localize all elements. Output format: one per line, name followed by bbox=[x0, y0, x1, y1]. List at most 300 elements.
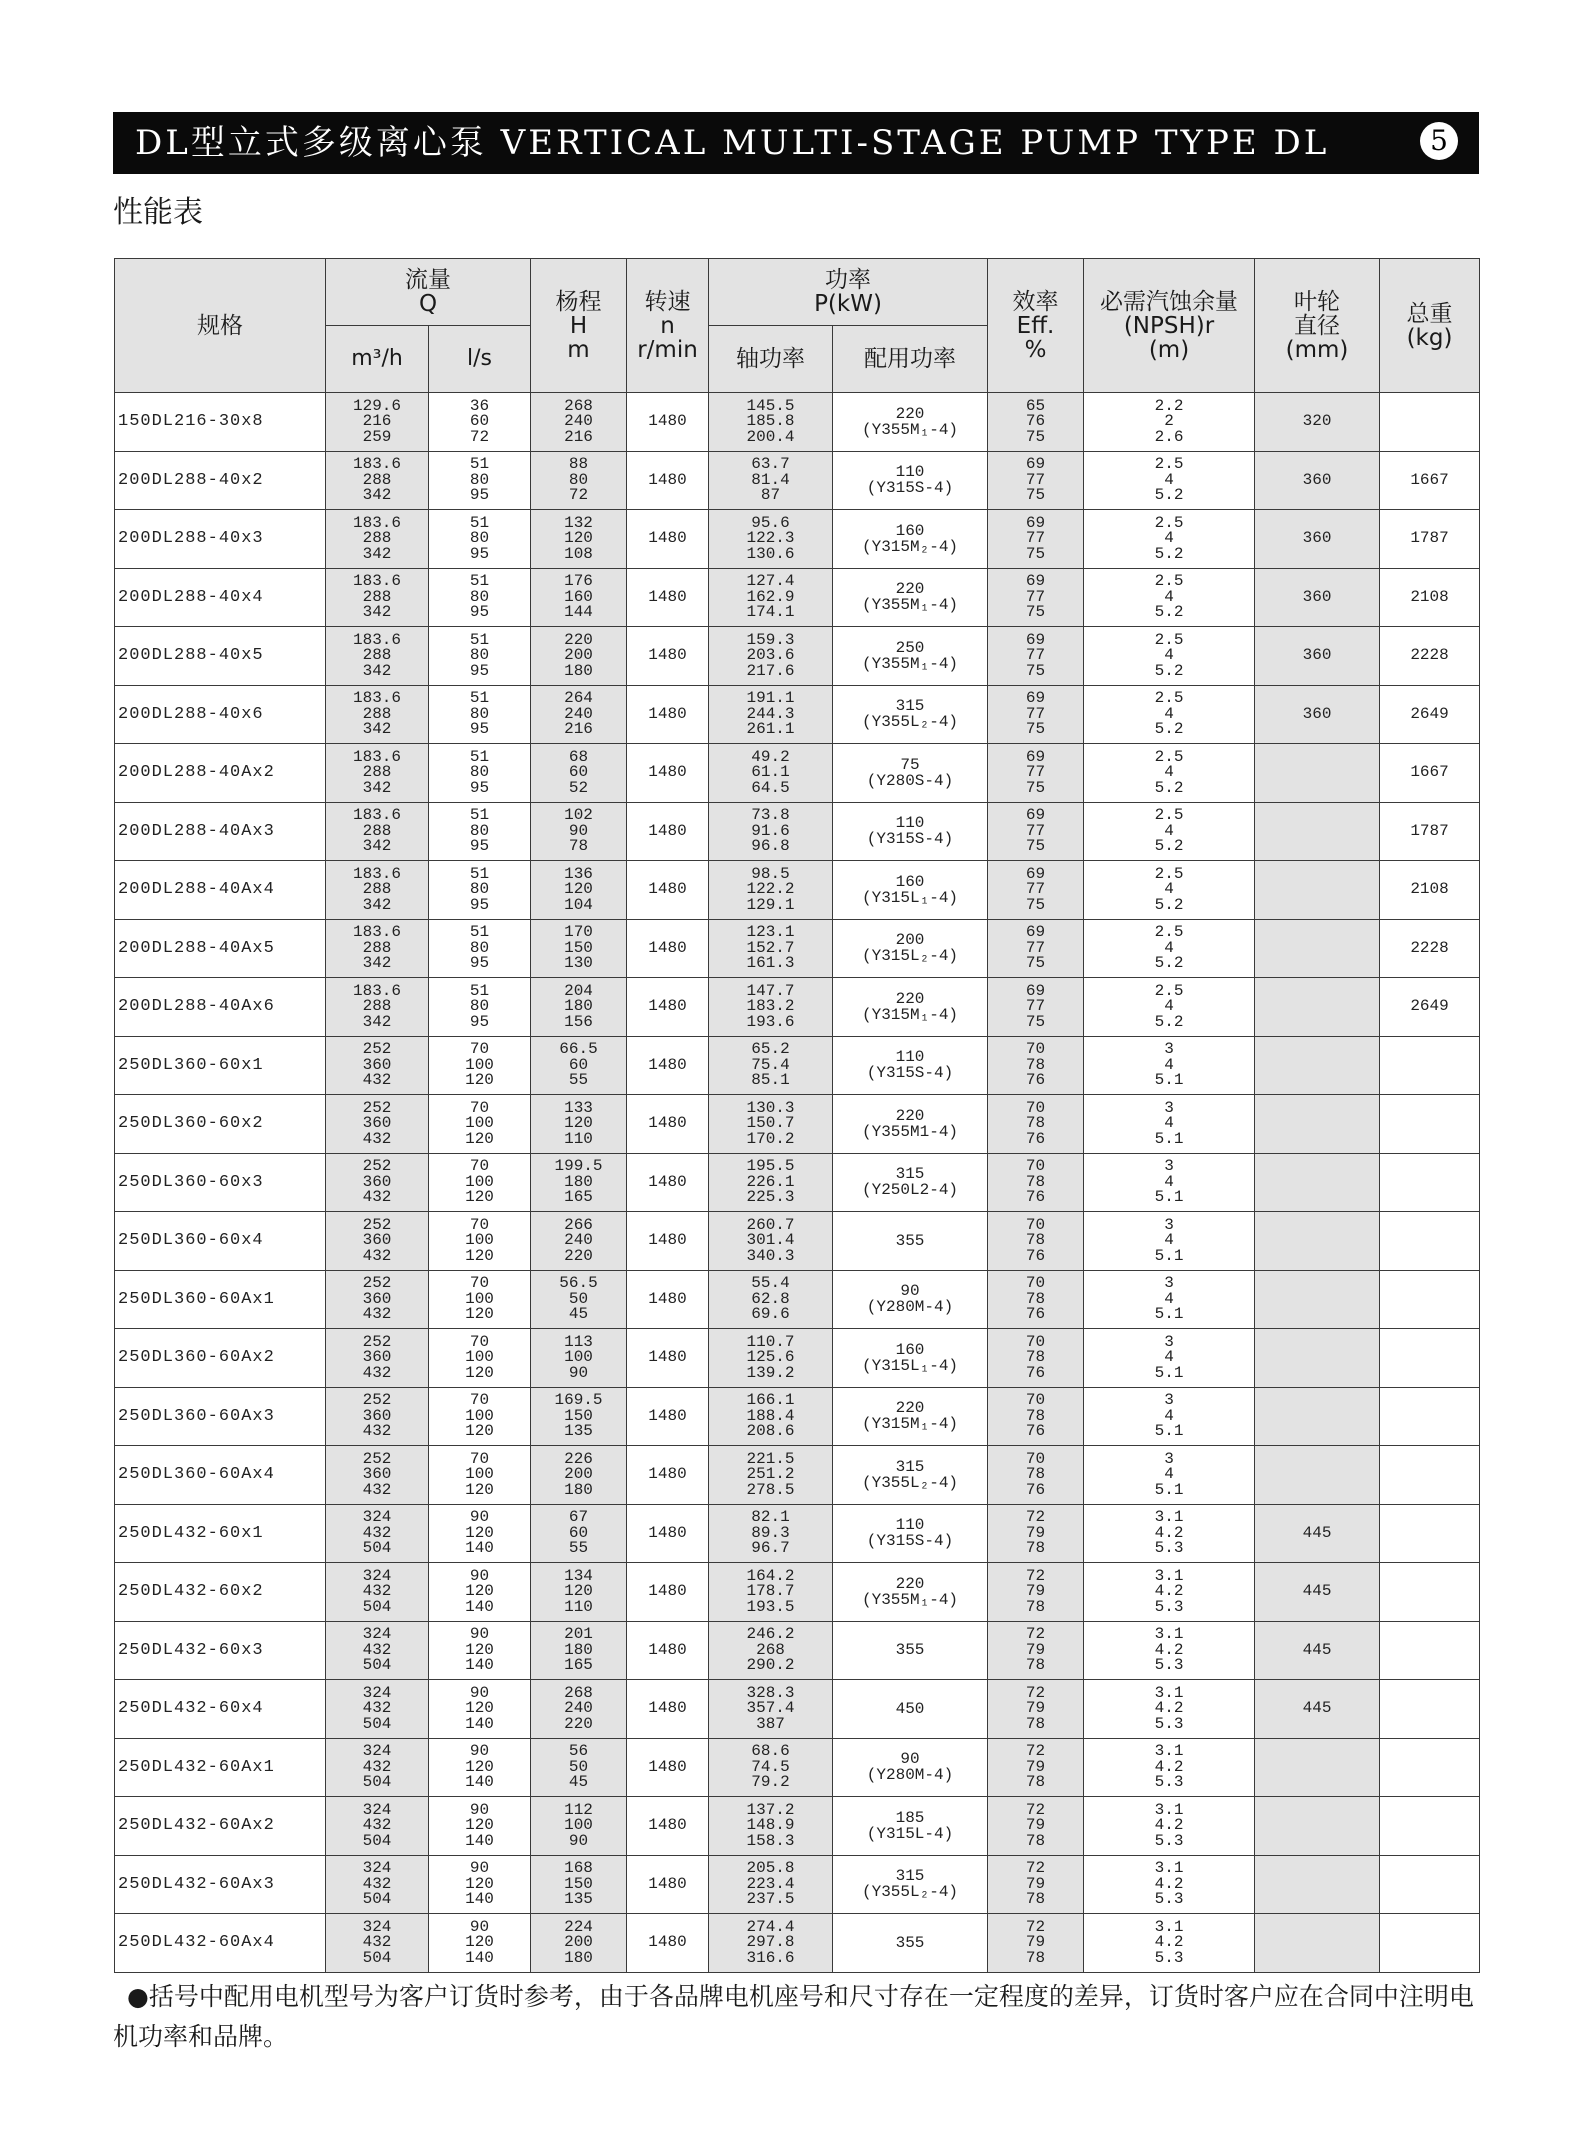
flow-m3h-cell bbox=[326, 1855, 429, 1914]
table-row bbox=[115, 1212, 1480, 1271]
efficiency-value: 72 bbox=[1025, 1917, 1046, 1936]
weight-cell bbox=[1380, 1855, 1480, 1914]
flow-m3h-value: 183.6 bbox=[352, 864, 401, 883]
efficiency-value: 69 bbox=[1025, 981, 1046, 1000]
head-value: 180 bbox=[564, 1480, 593, 1499]
efficiency-value: 76 bbox=[1025, 412, 1046, 430]
table-row bbox=[115, 627, 1480, 686]
flow-m3h-value: 342 bbox=[362, 603, 392, 621]
model-cell: 250DL360-60Ax4 bbox=[115, 1446, 326, 1505]
efficiency-cell bbox=[988, 1387, 1084, 1446]
flow-ls-cell bbox=[429, 1153, 531, 1212]
flow-ls-cell bbox=[429, 1621, 531, 1680]
motor-type-value: (Y355L₂-4) bbox=[862, 713, 959, 732]
efficiency-value: 75 bbox=[1025, 486, 1046, 504]
npsh-value: 3.1 bbox=[1154, 1625, 1184, 1643]
head-value: 60 bbox=[568, 763, 589, 781]
flow-m3h-value: 504 bbox=[362, 1539, 392, 1557]
impeller-cell: 445 bbox=[1255, 1680, 1380, 1739]
motor-kw-value: 75 bbox=[900, 755, 920, 774]
flow-m3h-value: 360 bbox=[362, 1406, 392, 1425]
speed-cell: 1480 bbox=[627, 1095, 709, 1154]
impeller-cell bbox=[1255, 1153, 1380, 1212]
flow-m3h-value: 252 bbox=[362, 1040, 392, 1058]
npsh-value: 3.1 bbox=[1154, 1859, 1184, 1877]
npsh-value: 5.3 bbox=[1154, 1714, 1184, 1733]
flow-ls-value: 120 bbox=[465, 1874, 494, 1893]
impeller-cell bbox=[1255, 1914, 1380, 1973]
motor-type-value: (Y355M₁-4) bbox=[862, 596, 959, 615]
npsh-value: 4 bbox=[1164, 646, 1174, 664]
efficiency-value: 70 bbox=[1025, 1274, 1046, 1292]
flow-m3h-value: 252 bbox=[362, 1098, 392, 1117]
flow-ls-value: 140 bbox=[465, 1831, 494, 1850]
model-cell: 250DL432-60Ax3 bbox=[115, 1855, 326, 1914]
head-cell bbox=[531, 1855, 627, 1914]
flow-ls-value: 60 bbox=[469, 412, 490, 430]
flow-ls-value: 120 bbox=[465, 1816, 494, 1834]
weight-cell bbox=[1380, 1329, 1480, 1388]
impeller-cell bbox=[1255, 1446, 1380, 1505]
flow-ls-value: 120 bbox=[465, 1363, 494, 1382]
shaft-power-value: 290.2 bbox=[746, 1656, 795, 1674]
head-value: 60 bbox=[568, 1523, 589, 1542]
npsh-value: 5.3 bbox=[1154, 1948, 1184, 1967]
efficiency-value: 69 bbox=[1025, 923, 1046, 941]
efficiency-cell bbox=[988, 744, 1084, 803]
efficiency-value: 78 bbox=[1025, 1948, 1046, 1967]
motor-kw-value: 160 bbox=[895, 872, 925, 891]
speed-cell: 1480 bbox=[627, 1270, 709, 1329]
npsh-value: 2.5 bbox=[1154, 572, 1184, 590]
efficiency-cell bbox=[988, 1504, 1084, 1563]
npsh-value: 4 bbox=[1164, 1114, 1174, 1132]
shaft-power-value: 130.3 bbox=[746, 1098, 795, 1117]
shaft-power-value: 246.2 bbox=[746, 1625, 795, 1643]
head-cell bbox=[531, 685, 627, 744]
npsh-cell bbox=[1084, 1680, 1255, 1739]
motor-power-cell bbox=[833, 1797, 988, 1856]
npsh-value: 5.3 bbox=[1154, 1597, 1184, 1616]
flow-m3h-value: 432 bbox=[362, 1816, 392, 1834]
model-cell: 250DL360-60x1 bbox=[115, 1036, 326, 1095]
efficiency-value: 78 bbox=[1025, 1597, 1046, 1616]
header-power: 功率 P(kW) bbox=[709, 259, 988, 326]
shaft-power-value: 62.8 bbox=[751, 1289, 790, 1308]
head-cell bbox=[531, 1504, 627, 1563]
head-value: 50 bbox=[568, 1757, 589, 1776]
shaft-power-value: 68.6 bbox=[751, 1742, 790, 1760]
performance-table bbox=[114, 258, 1480, 1973]
weight-cell bbox=[1380, 1680, 1480, 1739]
efficiency-value: 76 bbox=[1025, 1363, 1046, 1382]
head-cell bbox=[531, 1797, 627, 1856]
speed-cell: 1480 bbox=[627, 1855, 709, 1914]
flow-m3h-cell bbox=[326, 393, 429, 452]
shaft-power-value: 244.3 bbox=[746, 704, 795, 723]
shaft-power-value: 178.7 bbox=[746, 1582, 795, 1600]
flow-m3h-value: 432 bbox=[362, 1523, 392, 1542]
model-cell: 200DL288-40Ax5 bbox=[115, 919, 326, 978]
motor-kw-value: 110 bbox=[895, 463, 925, 482]
flow-m3h-cell bbox=[326, 1738, 429, 1797]
flow-ls-value: 120 bbox=[465, 1129, 494, 1148]
speed-cell: 1480 bbox=[627, 685, 709, 744]
speed-cell: 1480 bbox=[627, 1680, 709, 1739]
flow-ls-cell bbox=[429, 1797, 531, 1856]
flow-ls-cell bbox=[429, 1563, 531, 1622]
npsh-cell bbox=[1084, 1095, 1255, 1154]
footnote: ●括号中配用电机型号为客户订货时参考，由于各品牌电机座号和尺寸存在一定程度的差异，订货时客户应在合同中注明电机功率和品牌。 bbox=[113, 1982, 1474, 2051]
flow-m3h-cell bbox=[326, 1095, 429, 1154]
efficiency-value: 79 bbox=[1025, 1757, 1046, 1776]
flow-ls-value: 36 bbox=[469, 396, 490, 415]
npsh-cell bbox=[1084, 1036, 1255, 1095]
efficiency-value: 70 bbox=[1025, 1391, 1046, 1409]
efficiency-value: 77 bbox=[1025, 587, 1046, 606]
motor-power-cell bbox=[833, 1504, 988, 1563]
efficiency-cell bbox=[988, 1914, 1084, 1973]
shaft-power-value: 193.5 bbox=[746, 1597, 795, 1616]
motor-kw-value: 450 bbox=[895, 1699, 925, 1718]
shaft-power-value: 122.3 bbox=[746, 529, 795, 547]
head-value: 200 bbox=[564, 1465, 593, 1483]
head-value: 268 bbox=[564, 396, 593, 415]
flow-ls-cell bbox=[429, 1680, 531, 1739]
head-cell bbox=[531, 393, 627, 452]
flow-m3h-cell bbox=[326, 1680, 429, 1739]
model-cell: 200DL288-40x6 bbox=[115, 685, 326, 744]
npsh-cell bbox=[1084, 1446, 1255, 1505]
motor-kw-value: 160 bbox=[895, 521, 925, 540]
efficiency-value: 77 bbox=[1025, 938, 1046, 957]
speed-cell: 1480 bbox=[627, 1797, 709, 1856]
shaft-power-value: 89.3 bbox=[751, 1523, 790, 1542]
head-value: 120 bbox=[564, 529, 593, 547]
shaft-power-value: 162.9 bbox=[746, 587, 795, 606]
efficiency-value: 78 bbox=[1025, 1831, 1046, 1850]
efficiency-value: 69 bbox=[1025, 572, 1046, 590]
shaft-power-value: 65.2 bbox=[751, 1040, 790, 1058]
efficiency-cell bbox=[988, 1563, 1084, 1622]
npsh-value: 3 bbox=[1164, 1040, 1174, 1058]
efficiency-cell bbox=[988, 861, 1084, 920]
npsh-value: 4 bbox=[1164, 704, 1174, 723]
weight-cell bbox=[1380, 1914, 1480, 1973]
head-value: 45 bbox=[568, 1773, 589, 1791]
flow-ls-value: 90 bbox=[469, 1917, 490, 1936]
flow-ls-value: 95 bbox=[469, 895, 490, 914]
head-value: 216 bbox=[564, 427, 593, 446]
head-cell bbox=[531, 510, 627, 569]
npsh-value: 5.2 bbox=[1154, 544, 1184, 563]
flow-m3h-value: 288 bbox=[362, 938, 392, 957]
motor-kw-value: 110 bbox=[895, 814, 925, 833]
flow-m3h-value: 504 bbox=[362, 1597, 392, 1616]
header-model: 规格 bbox=[115, 259, 326, 393]
head-value: 90 bbox=[568, 1831, 589, 1850]
model-cell: 250DL360-60x4 bbox=[115, 1212, 326, 1271]
flow-m3h-value: 324 bbox=[362, 1800, 392, 1819]
motor-type-value: (Y315M₂-4) bbox=[862, 537, 959, 556]
motor-type-value: (Y355L₂-4) bbox=[862, 1883, 959, 1902]
head-value: 120 bbox=[564, 880, 593, 898]
efficiency-cell bbox=[988, 393, 1084, 452]
motor-power-cell bbox=[833, 744, 988, 803]
motor-kw-value: 315 bbox=[895, 697, 925, 716]
motor-type-value: (Y355M1-4) bbox=[862, 1122, 959, 1141]
speed-cell: 1480 bbox=[627, 1738, 709, 1797]
flow-m3h-cell bbox=[326, 1797, 429, 1856]
npsh-value: 4.2 bbox=[1154, 1933, 1184, 1951]
weight-cell: 2228 bbox=[1380, 919, 1480, 978]
header-shaft-power: 轴功率 bbox=[709, 326, 833, 393]
head-value: 113 bbox=[564, 1332, 593, 1351]
shaft-power-value: 61.1 bbox=[751, 763, 790, 781]
model-cell: 250DL360-60Ax2 bbox=[115, 1329, 326, 1388]
flow-m3h-value: 288 bbox=[362, 646, 392, 664]
head-cell bbox=[531, 744, 627, 803]
table-row bbox=[115, 1153, 1480, 1212]
efficiency-cell bbox=[988, 1797, 1084, 1856]
head-cell bbox=[531, 1329, 627, 1388]
impeller-cell bbox=[1255, 1797, 1380, 1856]
npsh-value: 2.5 bbox=[1154, 806, 1184, 824]
efficiency-value: 79 bbox=[1025, 1816, 1046, 1834]
flow-m3h-value: 432 bbox=[362, 1246, 392, 1265]
npsh-cell bbox=[1084, 744, 1255, 803]
efficiency-value: 75 bbox=[1025, 661, 1046, 680]
flow-ls-value: 140 bbox=[465, 1773, 494, 1791]
table-row bbox=[115, 802, 1480, 861]
efficiency-value: 78 bbox=[1025, 1465, 1046, 1483]
flow-ls-cell bbox=[429, 1095, 531, 1154]
npsh-value: 4 bbox=[1164, 1172, 1174, 1191]
shaft-power-cell bbox=[709, 1270, 833, 1329]
npsh-value: 4 bbox=[1164, 763, 1174, 781]
shaft-power-value: 166.1 bbox=[746, 1391, 795, 1409]
shaft-power-cell bbox=[709, 1563, 833, 1622]
efficiency-value: 76 bbox=[1025, 1246, 1046, 1265]
head-value: 180 bbox=[564, 1948, 593, 1967]
flow-ls-value: 95 bbox=[469, 661, 490, 680]
weight-cell: 2228 bbox=[1380, 627, 1480, 686]
impeller-cell bbox=[1255, 919, 1380, 978]
shaft-power-value: 137.2 bbox=[746, 1800, 795, 1819]
npsh-value: 3 bbox=[1164, 1274, 1174, 1292]
motor-power-cell bbox=[833, 919, 988, 978]
flow-ls-cell bbox=[429, 978, 531, 1037]
table-row bbox=[115, 1738, 1480, 1797]
head-cell bbox=[531, 1270, 627, 1329]
weight-cell: 1667 bbox=[1380, 744, 1480, 803]
npsh-value: 5.2 bbox=[1154, 954, 1184, 972]
flow-ls-value: 100 bbox=[465, 1348, 494, 1366]
flow-m3h-value: 183.6 bbox=[352, 455, 401, 473]
head-cell bbox=[531, 1095, 627, 1154]
shaft-power-value: 301.4 bbox=[746, 1231, 795, 1249]
shaft-power-value: 91.6 bbox=[751, 821, 790, 840]
efficiency-value: 78 bbox=[1025, 1348, 1046, 1366]
motor-kw-value: 220 bbox=[895, 1574, 925, 1593]
flow-m3h-value: 342 bbox=[362, 1012, 392, 1031]
flow-m3h-value: 183.6 bbox=[352, 747, 401, 766]
efficiency-value: 76 bbox=[1025, 1071, 1046, 1089]
table-row bbox=[115, 1329, 1480, 1388]
npsh-cell bbox=[1084, 568, 1255, 627]
npsh-value: 4 bbox=[1164, 997, 1174, 1015]
flow-m3h-value: 360 bbox=[362, 1289, 392, 1308]
motor-power-cell bbox=[833, 1563, 988, 1622]
motor-power-cell bbox=[833, 1329, 988, 1388]
npsh-value: 3.1 bbox=[1154, 1742, 1184, 1760]
head-cell bbox=[531, 1621, 627, 1680]
efficiency-value: 70 bbox=[1025, 1332, 1046, 1351]
flow-ls-value: 120 bbox=[465, 1757, 494, 1776]
flow-ls-value: 80 bbox=[469, 529, 490, 547]
head-value: 169.5 bbox=[554, 1391, 603, 1409]
model-cell: 250DL432-60x4 bbox=[115, 1680, 326, 1739]
head-value: 112 bbox=[564, 1800, 593, 1819]
shaft-power-value: 127.4 bbox=[746, 572, 795, 590]
flow-ls-value: 120 bbox=[465, 1188, 494, 1206]
efficiency-value: 69 bbox=[1025, 747, 1046, 766]
head-cell bbox=[531, 1563, 627, 1622]
flow-ls-value: 80 bbox=[469, 880, 490, 898]
flow-m3h-value: 360 bbox=[362, 1465, 392, 1483]
head-value: 133 bbox=[564, 1098, 593, 1117]
shaft-power-value: 205.8 bbox=[746, 1859, 795, 1877]
flow-ls-value: 120 bbox=[465, 1422, 494, 1440]
npsh-value: 4.2 bbox=[1154, 1816, 1184, 1834]
motor-power-cell bbox=[833, 802, 988, 861]
motor-power-cell bbox=[833, 1387, 988, 1446]
header-npsh: 必需汽蚀余量 (NPSH)r (m) bbox=[1084, 259, 1255, 393]
model-cell: 200DL288-40x5 bbox=[115, 627, 326, 686]
npsh-value: 3 bbox=[1164, 1391, 1174, 1409]
flow-m3h-cell bbox=[326, 1621, 429, 1680]
head-value: 67 bbox=[568, 1508, 589, 1526]
shaft-power-value: 123.1 bbox=[746, 923, 795, 941]
efficiency-value: 70 bbox=[1025, 1157, 1046, 1175]
flow-ls-value: 120 bbox=[465, 1246, 494, 1265]
npsh-value: 4.2 bbox=[1154, 1582, 1184, 1600]
flow-m3h-value: 183.6 bbox=[352, 572, 401, 590]
speed-cell: 1480 bbox=[627, 451, 709, 510]
efficiency-cell bbox=[988, 1738, 1084, 1797]
flow-m3h-value: 252 bbox=[362, 1332, 392, 1351]
header-speed: 转速 n r/min bbox=[627, 259, 709, 393]
npsh-value: 5.2 bbox=[1154, 486, 1184, 504]
head-value: 55 bbox=[568, 1071, 589, 1089]
efficiency-value: 72 bbox=[1025, 1742, 1046, 1760]
impeller-cell bbox=[1255, 802, 1380, 861]
weight-cell bbox=[1380, 1621, 1480, 1680]
speed-cell: 1480 bbox=[627, 744, 709, 803]
npsh-value: 5.2 bbox=[1154, 1012, 1184, 1031]
shaft-power-value: 96.7 bbox=[751, 1539, 790, 1557]
shaft-power-value: 148.9 bbox=[746, 1816, 795, 1834]
npsh-value: 4 bbox=[1164, 880, 1174, 898]
head-value: 120 bbox=[564, 1582, 593, 1600]
motor-kw-value: 315 bbox=[895, 1457, 925, 1476]
head-cell bbox=[531, 1738, 627, 1797]
flow-ls-value: 140 bbox=[465, 1539, 494, 1557]
efficiency-cell bbox=[988, 1446, 1084, 1505]
head-value: 150 bbox=[564, 1874, 593, 1893]
flow-ls-value: 80 bbox=[469, 763, 490, 781]
npsh-value: 5.3 bbox=[1154, 1656, 1184, 1674]
speed-cell: 1480 bbox=[627, 1036, 709, 1095]
shaft-power-value: 223.4 bbox=[746, 1874, 795, 1893]
efficiency-value: 75 bbox=[1025, 544, 1046, 563]
flow-m3h-cell bbox=[326, 1036, 429, 1095]
flow-m3h-value: 342 bbox=[362, 837, 392, 855]
motor-type-value: (Y355L₂-4) bbox=[862, 1473, 959, 1492]
impeller-cell bbox=[1255, 744, 1380, 803]
model-cell: 200DL288-40Ax4 bbox=[115, 861, 326, 920]
flow-ls-value: 140 bbox=[465, 1656, 494, 1674]
flow-m3h-value: 324 bbox=[362, 1742, 392, 1760]
shaft-power-value: 208.6 bbox=[746, 1422, 795, 1440]
flow-m3h-value: 288 bbox=[362, 470, 392, 489]
shaft-power-cell bbox=[709, 861, 833, 920]
section-title: 性能表 bbox=[113, 195, 203, 230]
motor-kw-value: 355 bbox=[895, 1231, 925, 1250]
efficiency-cell bbox=[988, 1270, 1084, 1329]
flow-ls-value: 95 bbox=[469, 778, 490, 797]
impeller-cell: 360 bbox=[1255, 451, 1380, 510]
motor-power-cell bbox=[833, 393, 988, 452]
model-cell: 250DL432-60Ax1 bbox=[115, 1738, 326, 1797]
shaft-power-value: 278.5 bbox=[746, 1480, 795, 1499]
npsh-value: 5.2 bbox=[1154, 603, 1184, 621]
efficiency-value: 69 bbox=[1025, 630, 1046, 649]
impeller-cell: 445 bbox=[1255, 1621, 1380, 1680]
flow-ls-value: 95 bbox=[469, 1012, 490, 1031]
efficiency-value: 78 bbox=[1025, 1289, 1046, 1308]
motor-power-cell bbox=[833, 1680, 988, 1739]
head-cell bbox=[531, 978, 627, 1037]
shaft-power-value: 183.2 bbox=[746, 997, 795, 1015]
motor-power-cell bbox=[833, 1738, 988, 1797]
efficiency-cell bbox=[988, 568, 1084, 627]
shaft-power-cell bbox=[709, 1855, 833, 1914]
motor-kw-value: 90 bbox=[900, 1750, 920, 1769]
table-row bbox=[115, 1797, 1480, 1856]
efficiency-value: 72 bbox=[1025, 1625, 1046, 1643]
head-value: 135 bbox=[564, 1890, 593, 1908]
shaft-power-value: 274.4 bbox=[746, 1917, 795, 1936]
shaft-power-cell bbox=[709, 685, 833, 744]
weight-cell bbox=[1380, 1095, 1480, 1154]
shaft-power-value: 150.7 bbox=[746, 1114, 795, 1132]
shaft-power-cell bbox=[709, 1387, 833, 1446]
npsh-cell bbox=[1084, 1855, 1255, 1914]
efficiency-cell bbox=[988, 1153, 1084, 1212]
motor-kw-value: 90 bbox=[900, 1282, 920, 1301]
flow-m3h-cell bbox=[326, 1270, 429, 1329]
head-value: 120 bbox=[564, 1114, 593, 1132]
flow-ls-cell bbox=[429, 1212, 531, 1271]
head-cell bbox=[531, 568, 627, 627]
flow-m3h-cell bbox=[326, 861, 429, 920]
head-value: 150 bbox=[564, 1406, 593, 1425]
shaft-power-value: 110.7 bbox=[746, 1332, 795, 1351]
head-value: 268 bbox=[564, 1683, 593, 1702]
efficiency-value: 78 bbox=[1025, 1231, 1046, 1249]
shaft-power-value: 159.3 bbox=[746, 630, 795, 649]
